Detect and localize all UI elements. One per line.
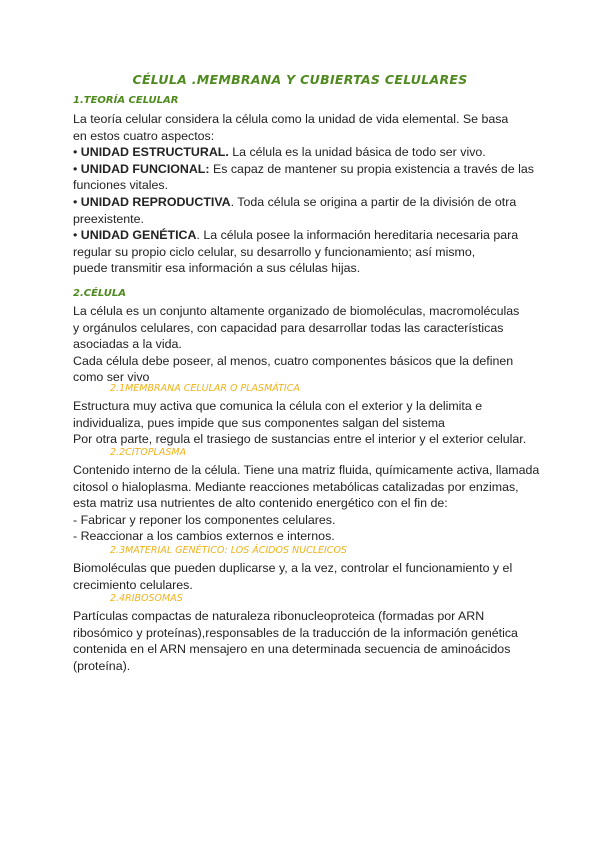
text-line: La célula es un conjunto altamente organizado de biomoléculas, macromoléculas: [73, 304, 520, 318]
list-item: • UNIDAD FUNCIONAL: Es capaz de mantener su propia existencia a través de las: [73, 161, 534, 176]
list-item: • UNIDAD ESTRUCTURAL. La célula es la unidad básica de todo ser vivo.: [73, 145, 486, 160]
paragraph-material-genetico: [73, 560, 543, 593]
text-line: asociadas a la vida.: [73, 337, 182, 352]
text-line: Estructura muy activa que comunica la célula con el exterior y la delimita e: [73, 399, 483, 413]
text-line: Por otra parte, regula el trasiego de sustancias entre el interior y el exterior celular.: [73, 432, 527, 447]
heading-material-genetico: 2.3MATERIAL GENÉTICO: LOS ÁCIDOS NUCLEICOS: [110, 545, 347, 556]
text-line: y orgánulos celulares, con capacidad para desarrollar todas las características: [73, 320, 504, 335]
text-line: individualiza, pues impide que sus componentes salgan del sistema: [73, 415, 445, 430]
heading-citoplasma: 2.2CITOPLASMA: [110, 447, 187, 458]
list-item: • UNIDAD REPRODUCTIVA. Toda célula se origina a partir de la división de otra: [73, 194, 517, 209]
text-line: en estos cuatro aspectos:: [73, 128, 215, 143]
paragraph-membrana: [73, 398, 543, 448]
text-line: Biomoléculas que pueden duplicarse y, a la vez, controlar el funcionamiento y el: [73, 561, 513, 575]
text-line: Contenido interno de la célula. Tiene una matriz fluida, químicamente activa, llamada: [73, 463, 540, 477]
text-line: Partículas compactas de naturaleza ribonucleoproteica (formadas por ARN: [73, 609, 485, 623]
text-line: - Fabricar y reponer los componentes celulares.: [73, 512, 336, 527]
paragraph-ribosomas: [73, 608, 543, 674]
paragraph-citoplasma: [73, 462, 543, 545]
text-line: citosol o hialoplasma. Mediante reacciones metabólicas catalizadas por enzimas,: [73, 479, 519, 494]
list-item: • UNIDAD GENÉTICA. La célula posee la información hereditaria necesaria para: [73, 228, 519, 243]
document-title: CÉLULA .MEMBRANA Y CUBIERTAS CELULARES: [132, 72, 468, 87]
text-line: (proteína).: [73, 658, 131, 673]
text-line: ribosómico y proteínas),responsables de la traducción de la información genética: [73, 625, 518, 640]
text-line: Cada célula debe poseer, al menos, cuatro componentes básicos que la definen: [73, 353, 514, 368]
text-line: contenida en el ARN mensajero en una determinada secuencia de aminoácidos: [73, 642, 511, 657]
text-line: funciones vitales.: [73, 178, 169, 193]
heading-celula: 2.CÉLULA: [73, 288, 126, 299]
text-line: - Reaccionar a los cambios externos e internos.: [73, 529, 335, 544]
text-line: puede transmitir esa información a sus células hijas.: [73, 261, 361, 276]
paragraph-teoria-celular: [73, 111, 543, 277]
heading-ribosomas: 2.4RIBOSOMAS: [110, 593, 183, 604]
heading-membrana: 2.1MEMBRANA CELULAR O PLASMÁTICA: [110, 383, 300, 394]
text-line: esta matriz usa nutrientes de alto contenido energético con el fin de:: [73, 496, 448, 511]
paragraph-celula: [73, 303, 543, 386]
text-line: crecimiento celulares.: [73, 577, 193, 592]
text-line: preexistente.: [73, 211, 144, 226]
heading-teoria-celular: 1.TEORÍA CELULAR: [73, 95, 179, 106]
text-line: regular su propio ciclo celular, su desarrollo y funcionamiento; así mismo,: [73, 244, 476, 259]
text-line: La teoría celular considera la célula como la unidad de vida elemental. Se basa: [73, 112, 509, 126]
text-line: como ser vivo: [73, 370, 150, 385]
